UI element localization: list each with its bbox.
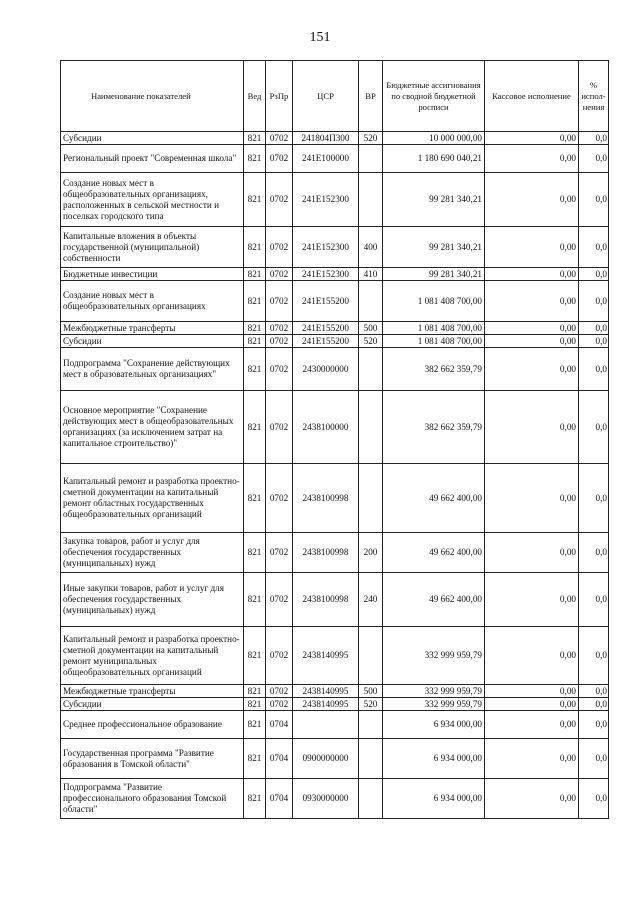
cell-csr: 2438140995 (293, 698, 359, 711)
cell-rzpr: 0702 (266, 573, 293, 627)
cell-budget: 382 662 359,79 (383, 348, 485, 391)
cell-budget: 99 281 340,21 (383, 268, 485, 281)
header-pct: % испол- нения (579, 61, 609, 132)
cell-ved: 821 (244, 391, 266, 464)
cell-rzpr: 0702 (266, 145, 293, 173)
table-row (61, 533, 609, 573)
cell-ved: 821 (244, 227, 266, 268)
cell-name: Подпрограмма "Развитие профессионального образования Томской области" (61, 779, 244, 819)
cell-vr (359, 627, 383, 685)
cell-vr: 400 (359, 227, 383, 268)
cell-name: Бюджетные инвестиции (61, 268, 244, 281)
cell-csr: 241E155200 (293, 322, 359, 335)
cell-rzpr: 0702 (266, 627, 293, 685)
cell-name: Закупка товаров, работ и услуг для обеспечения государственных (муниципальных) нужд (61, 533, 244, 573)
cell-csr: 2438100998 (293, 464, 359, 533)
cell-rzpr: 0704 (266, 711, 293, 739)
table-row (61, 391, 609, 464)
cell-pct: 0,0 (579, 779, 609, 819)
cell-rzpr: 0704 (266, 739, 293, 779)
cell-pct: 0,0 (579, 145, 609, 173)
cell-rzpr: 0702 (266, 173, 293, 227)
cell-pct: 0,0 (579, 335, 609, 348)
table-row (61, 711, 609, 739)
cell-ved: 821 (244, 348, 266, 391)
cell-csr: 241E100000 (293, 145, 359, 173)
cell-rzpr: 0704 (266, 779, 293, 819)
cell-csr: 241E155200 (293, 335, 359, 348)
cell-vr (359, 711, 383, 739)
cell-csr: 2438100000 (293, 391, 359, 464)
cell-ved: 821 (244, 698, 266, 711)
cell-csr: 241804П300 (293, 132, 359, 145)
cell-vr (359, 779, 383, 819)
table-row (61, 779, 609, 819)
cell-pct: 0,0 (579, 685, 609, 698)
cell-vr (359, 145, 383, 173)
cell-cash: 0,00 (485, 391, 579, 464)
cell-vr: 520 (359, 698, 383, 711)
cell-budget: 332 999 959,79 (383, 627, 485, 685)
cell-ved: 821 (244, 281, 266, 322)
table-row (61, 132, 609, 145)
cell-cash: 0,00 (485, 145, 579, 173)
cell-ved: 821 (244, 335, 266, 348)
cell-name: Субсидии (61, 698, 244, 711)
header-ved: Вед (244, 61, 266, 132)
cell-name: Капитальный ремонт и разработка проектно-сметной документации на капитальный ремонт муниципальных общеобразовательных организаций (61, 627, 244, 685)
cell-cash: 0,00 (485, 281, 579, 322)
cell-pct: 0,0 (579, 711, 609, 739)
cell-cash: 0,00 (485, 698, 579, 711)
table-row (61, 322, 609, 335)
cell-name: Межбюджетные трансферты (61, 685, 244, 698)
cell-budget: 1 081 408 700,00 (383, 281, 485, 322)
cell-budget: 49 662 400,00 (383, 533, 485, 573)
cell-csr: 0900000000 (293, 739, 359, 779)
cell-cash: 0,00 (485, 779, 579, 819)
cell-budget: 1 180 690 040,21 (383, 145, 485, 173)
cell-pct: 0,0 (579, 268, 609, 281)
cell-budget: 332 999 959,79 (383, 698, 485, 711)
cell-ved: 821 (244, 779, 266, 819)
cell-vr: 240 (359, 573, 383, 627)
cell-name: Капитальный ремонт и разработка проектно-сметной документации на капитальный ремонт областных государственных общеобразовательных организаций (61, 464, 244, 533)
cell-csr: 2438140995 (293, 627, 359, 685)
cell-vr: 410 (359, 268, 383, 281)
cell-pct: 0,0 (579, 533, 609, 573)
cell-csr: 241E152300 (293, 227, 359, 268)
cell-name: Подпрограмма "Сохранение действующих мест в образовательных организациях" (61, 348, 244, 391)
cell-budget: 382 662 359,79 (383, 391, 485, 464)
cell-vr: 200 (359, 533, 383, 573)
cell-vr (359, 391, 383, 464)
cell-vr (359, 173, 383, 227)
cell-pct: 0,0 (579, 281, 609, 322)
cell-rzpr: 0702 (266, 685, 293, 698)
cell-vr (359, 348, 383, 391)
cell-pct: 0,0 (579, 627, 609, 685)
header-name: Наименование показателей (61, 61, 244, 132)
cell-rzpr: 0702 (266, 698, 293, 711)
cell-rzpr: 0702 (266, 348, 293, 391)
table-row (61, 227, 609, 268)
table-row (61, 281, 609, 322)
cell-name: Региональный проект "Современная школа" (61, 145, 244, 173)
cell-budget: 6 934 000,00 (383, 711, 485, 739)
cell-csr: 2438140995 (293, 685, 359, 698)
cell-csr: 241E152300 (293, 268, 359, 281)
cell-cash: 0,00 (485, 335, 579, 348)
cell-vr: 520 (359, 132, 383, 145)
header-vr: ВР (359, 61, 383, 132)
cell-rzpr: 0702 (266, 322, 293, 335)
cell-cash: 0,00 (485, 268, 579, 281)
cell-cash: 0,00 (485, 348, 579, 391)
cell-rzpr: 0702 (266, 268, 293, 281)
cell-cash: 0,00 (485, 533, 579, 573)
cell-rzpr: 0702 (266, 132, 293, 145)
table-row (61, 145, 609, 173)
cell-vr: 520 (359, 335, 383, 348)
cell-ved: 821 (244, 711, 266, 739)
cell-ved: 821 (244, 685, 266, 698)
cell-name: Иные закупки товаров, работ и услуг для обеспечения государственных (муниципальных) нужд (61, 573, 244, 627)
cell-budget: 6 934 000,00 (383, 739, 485, 779)
cell-cash: 0,00 (485, 711, 579, 739)
cell-pct: 0,0 (579, 132, 609, 145)
cell-vr: 500 (359, 685, 383, 698)
cell-cash: 0,00 (485, 132, 579, 145)
table-row (61, 573, 609, 627)
cell-rzpr: 0702 (266, 335, 293, 348)
cell-name: Основное мероприятие "Сохранение действующих мест в общеобразовательных организациях (за исключением затрат на капитальное строительство)" (61, 391, 244, 464)
cell-cash: 0,00 (485, 322, 579, 335)
cell-ved: 821 (244, 322, 266, 335)
table-header-row (61, 61, 609, 132)
cell-budget: 332 999 959,79 (383, 685, 485, 698)
cell-pct: 0,0 (579, 698, 609, 711)
cell-budget: 1 081 408 700,00 (383, 335, 485, 348)
table-body (61, 132, 609, 819)
cell-rzpr: 0702 (266, 464, 293, 533)
cell-budget: 49 662 400,00 (383, 464, 485, 533)
cell-pct: 0,0 (579, 464, 609, 533)
cell-csr (293, 711, 359, 739)
cell-csr: 2438100998 (293, 533, 359, 573)
cell-budget: 6 934 000,00 (383, 779, 485, 819)
cell-vr (359, 281, 383, 322)
cell-vr (359, 739, 383, 779)
table-row (61, 739, 609, 779)
header-csr: ЦСР (293, 61, 359, 132)
cell-csr: 241E155200 (293, 281, 359, 322)
cell-ved: 821 (244, 464, 266, 533)
cell-pct: 0,0 (579, 173, 609, 227)
cell-name: Создание новых мест в общеобразовательных организациях (61, 281, 244, 322)
cell-budget: 99 281 340,21 (383, 173, 485, 227)
cell-name: Межбюджетные трансферты (61, 322, 244, 335)
table-row (61, 698, 609, 711)
cell-cash: 0,00 (485, 173, 579, 227)
table-row (61, 348, 609, 391)
cell-ved: 821 (244, 132, 266, 145)
cell-name: Капитальные вложения в объекты государственной (муниципальной) собственности (61, 227, 244, 268)
cell-name: Субсидии (61, 132, 244, 145)
cell-budget: 49 662 400,00 (383, 573, 485, 627)
cell-name: Субсидии (61, 335, 244, 348)
table-row (61, 464, 609, 533)
cell-rzpr: 0702 (266, 227, 293, 268)
cell-vr: 500 (359, 322, 383, 335)
page-number: 151 (309, 30, 331, 45)
cell-cash: 0,00 (485, 464, 579, 533)
cell-ved: 821 (244, 173, 266, 227)
table-row (61, 627, 609, 685)
cell-rzpr: 0702 (266, 391, 293, 464)
cell-pct: 0,0 (579, 227, 609, 268)
cell-csr: 2430000000 (293, 348, 359, 391)
cell-ved: 821 (244, 268, 266, 281)
header-cash: Кассовое исполнение (485, 61, 579, 132)
table-row (61, 335, 609, 348)
cell-cash: 0,00 (485, 227, 579, 268)
cell-pct: 0,0 (579, 573, 609, 627)
cell-ved: 821 (244, 627, 266, 685)
cell-csr: 0930000000 (293, 779, 359, 819)
cell-budget: 99 281 340,21 (383, 227, 485, 268)
cell-name: Среднее профессиональное образование (61, 711, 244, 739)
cell-cash: 0,00 (485, 573, 579, 627)
cell-budget: 10 000 000,00 (383, 132, 485, 145)
cell-pct: 0,0 (579, 739, 609, 779)
cell-rzpr: 0702 (266, 533, 293, 573)
cell-ved: 821 (244, 739, 266, 779)
cell-pct: 0,0 (579, 391, 609, 464)
cell-vr (359, 464, 383, 533)
cell-ved: 821 (244, 145, 266, 173)
cell-csr: 2438100998 (293, 573, 359, 627)
budget-table (60, 60, 609, 819)
cell-budget: 1 081 408 700,00 (383, 322, 485, 335)
header-rzpr: РзПр (266, 61, 293, 132)
cell-cash: 0,00 (485, 685, 579, 698)
cell-rzpr: 0702 (266, 281, 293, 322)
table-row (61, 685, 609, 698)
cell-cash: 0,00 (485, 739, 579, 779)
cell-name: Создание новых мест в общеобразовательных организациях, расположенных в сельской местности и поселках городского типа (61, 173, 244, 227)
cell-name: Государственная программа "Развитие образования в Томской области" (61, 739, 244, 779)
header-budget: Бюджетные ассигнования по сводной бюджетной росписи (383, 61, 485, 132)
cell-pct: 0,0 (579, 348, 609, 391)
cell-ved: 821 (244, 533, 266, 573)
cell-ved: 821 (244, 573, 266, 627)
table-row (61, 268, 609, 281)
cell-pct: 0,0 (579, 322, 609, 335)
cell-csr: 241E152300 (293, 173, 359, 227)
table-row (61, 173, 609, 227)
cell-cash: 0,00 (485, 627, 579, 685)
